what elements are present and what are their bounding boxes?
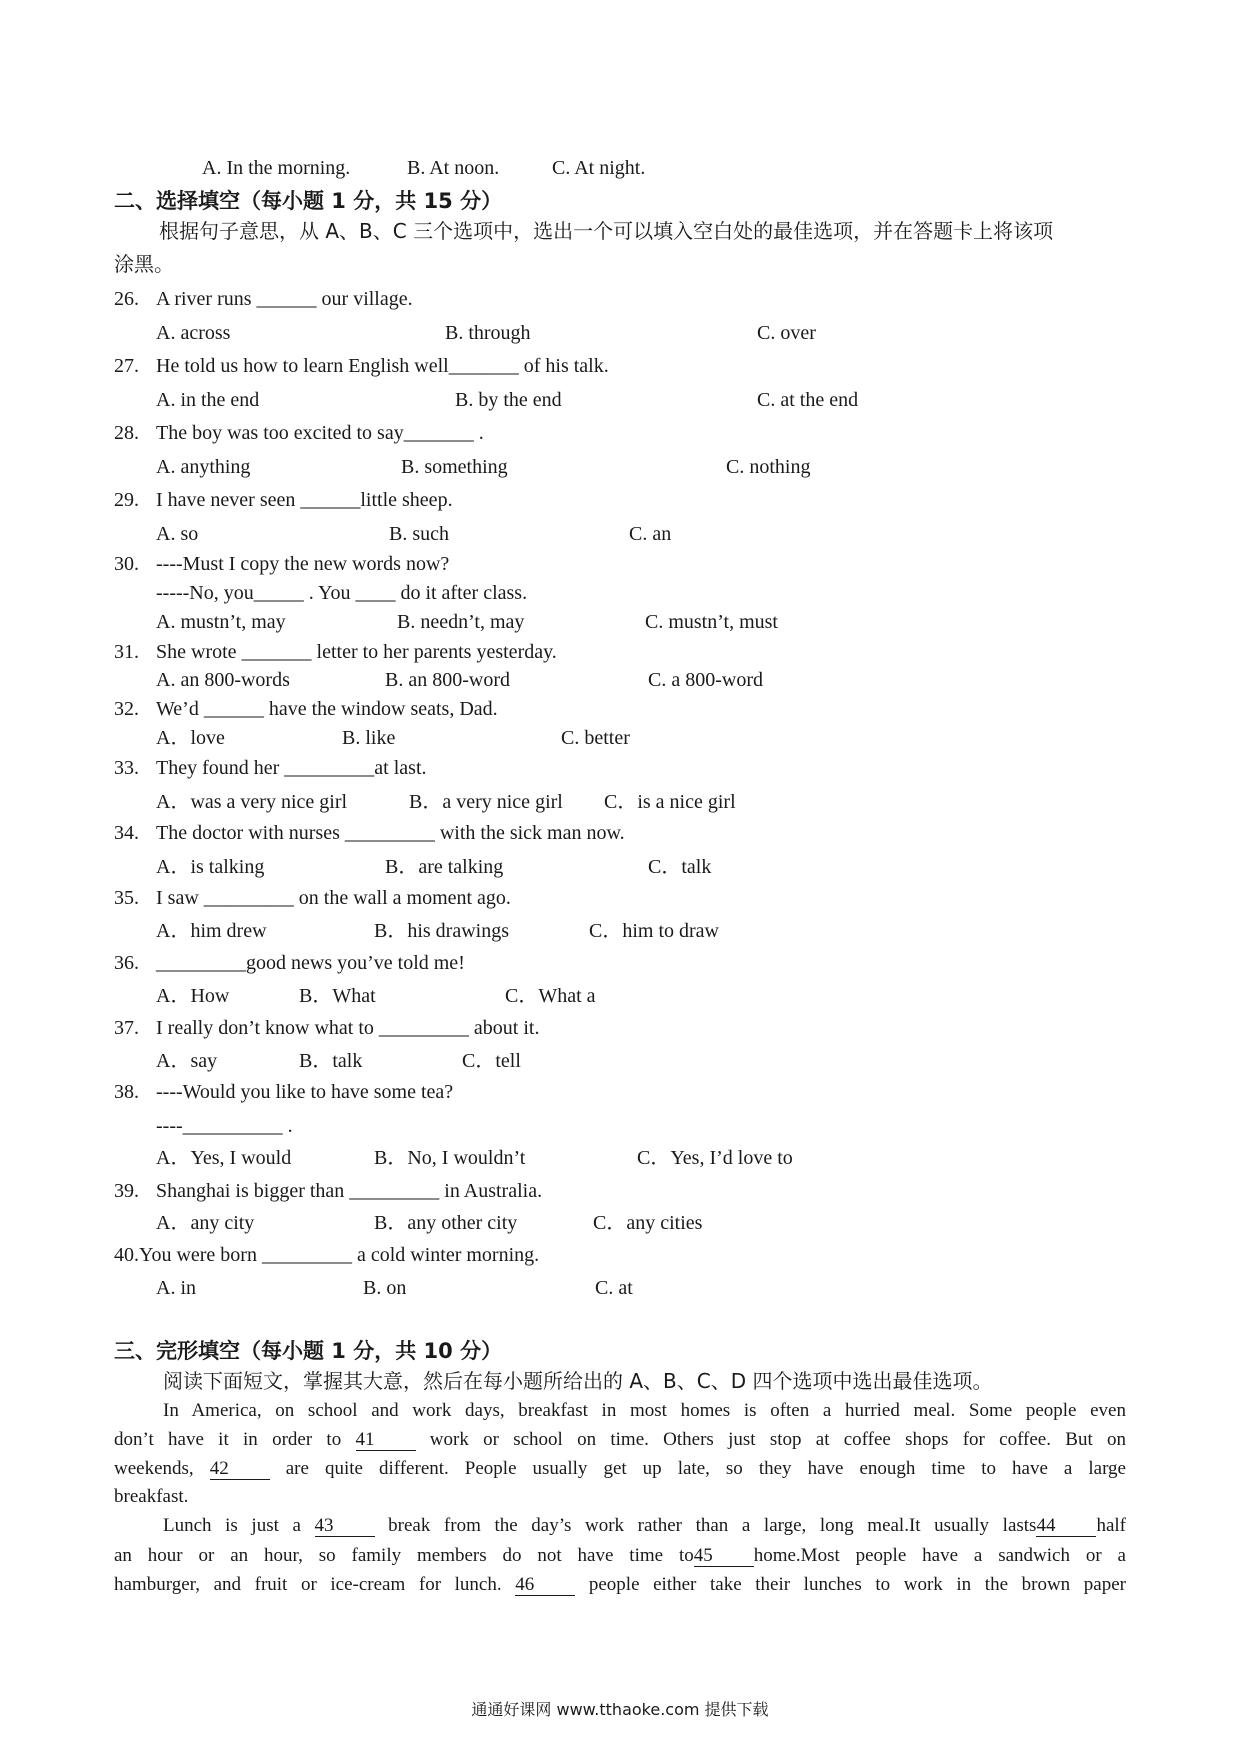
question-stem-reply: -----No, you_____ . You ____ do it after class. [156, 582, 528, 604]
question-stem: _________good news you’ve told me! [156, 952, 465, 974]
option-c: C．talk [648, 856, 712, 878]
question-stem: ----Would you like to have some tea? [156, 1081, 454, 1103]
question-number: 33. [114, 757, 139, 779]
option-b: B．any other city [374, 1212, 518, 1234]
passage-line [163, 1398, 1126, 1424]
passage-line [114, 1572, 1126, 1598]
passage-text: an hour or an hour, so family members do not have time to [114, 1545, 694, 1566]
question-stem: We’d ______ have the window seats, Dad. [156, 698, 498, 720]
question-stem: They found her _________at last. [156, 757, 427, 779]
section-2-instructions-line-2: 涂黑。 [114, 252, 174, 276]
question-40 [114, 1242, 539, 1268]
passage-text: break from the day’s work rather than a large, long meal.It usually lasts [374, 1515, 1037, 1536]
option-a: A．is talking [156, 856, 265, 878]
question-number: 38. [114, 1081, 139, 1103]
option-b: B．are talking [385, 856, 504, 878]
question-stem: A river runs ______ our village. [156, 288, 413, 310]
page-footer: 通通好课网 www.tthaoke.com 提供下载 [471, 1700, 769, 1719]
question-stem: I really don’t know what to _________ about it. [156, 1017, 540, 1039]
passage-text: In America, on school and work days, breakfast in most homes is often a hurried meal. Some people even [163, 1400, 1126, 1421]
question-number: 32. [114, 698, 139, 720]
passage-text: home.Most people have a sandwich or a [753, 1545, 1126, 1566]
option-c: C. at the end [757, 389, 859, 411]
section-3-heading: 三、完形填空（每小题 1 分，共 10 分） [114, 1339, 503, 1363]
passage-text: work or school on time. Others just stop at coffee shops for coffee. But on [415, 1429, 1126, 1450]
option-b: B. by the end [455, 389, 562, 411]
option-a: A. an 800-words [156, 669, 290, 691]
cloze-blank-43: 43 [315, 1516, 375, 1537]
question-number: 29. [114, 489, 139, 511]
cloze-blank-46: 46 [515, 1575, 575, 1596]
option-a: A．Yes, I would [156, 1147, 292, 1169]
option-a: A．say [156, 1050, 218, 1072]
passage-text: are quite different. People usually get up late, so they have enough time to have a large [269, 1458, 1126, 1479]
question-stem-reply: ----__________ . [156, 1115, 293, 1137]
prev-option-c: C. At night. [552, 157, 646, 179]
option-a: A．How [156, 985, 230, 1007]
option-b: B. something [401, 456, 508, 478]
option-a: A. across [156, 322, 231, 344]
cloze-blank-45: 45 [694, 1546, 754, 1567]
question-number: 39. [114, 1180, 139, 1202]
option-c: C．any cities [593, 1212, 703, 1234]
passage-text: weekends, [114, 1458, 210, 1479]
option-b: B. needn’t, may [397, 611, 525, 633]
passage-text: people either take their lunches to work in the brown paper [575, 1574, 1126, 1595]
question-number: 27. [114, 355, 139, 377]
passage-line [114, 1456, 1126, 1482]
question-stem: You were born _________ a cold winter morning. [139, 1244, 540, 1266]
option-c: C. over [757, 322, 816, 344]
prev-option-b: B. At noon. [407, 157, 500, 179]
option-c: C．Yes, I’d love to [637, 1147, 793, 1169]
question-stem: I have never seen ______little sheep. [156, 489, 453, 511]
question-number: 40. [114, 1244, 139, 1266]
question-number: 35. [114, 887, 139, 909]
option-c: C. mustn’t, must [645, 611, 778, 633]
question-number: 30. [114, 553, 139, 575]
option-b: B．a very nice girl [409, 791, 563, 813]
question-number: 26. [114, 288, 139, 310]
option-a: A．him drew [156, 920, 267, 942]
option-c: C. an [629, 523, 672, 545]
question-stem: The doctor with nurses _________ with the sick man now. [156, 822, 625, 844]
cloze-blank-44: 44 [1036, 1516, 1096, 1537]
passage-line [163, 1513, 1126, 1539]
option-b: B. an 800-word [385, 669, 510, 691]
option-b: B. through [445, 322, 531, 344]
option-b: B．What [299, 985, 376, 1007]
option-a: A. in [156, 1277, 196, 1299]
option-a: A．love [156, 727, 225, 749]
option-a: A. in the end [156, 389, 260, 411]
section-2-instructions-line-1: 根据句子意思，从 A、B、C 三个选项中，选出一个可以填入空白处的最佳选项，并在答题卡上将该项 [159, 219, 1054, 243]
question-number: 28. [114, 422, 139, 444]
question-number: 34. [114, 822, 139, 844]
option-c: C. better [561, 727, 630, 749]
question-stem: I saw _________ on the wall a moment ago. [156, 887, 511, 909]
question-stem: The boy was too excited to say_______ . [156, 422, 484, 444]
option-c: C. nothing [726, 456, 811, 478]
passage-text: Lunch is just a [163, 1515, 315, 1536]
question-number: 36. [114, 952, 139, 974]
option-b: B. such [389, 523, 449, 545]
passage-text: hamburger, and fruit or ice-cream for lunch. [114, 1574, 516, 1595]
option-a: A. anything [156, 456, 251, 478]
cloze-blank-41: 41 [356, 1430, 416, 1451]
option-b: B. like [342, 727, 396, 749]
section-2-heading: 二、选择填空（每小题 1 分，共 15 分） [114, 189, 503, 213]
option-b: B．his drawings [374, 920, 509, 942]
question-stem: She wrote _______ letter to her parents yesterday. [156, 641, 557, 663]
passage-line [114, 1427, 1126, 1453]
question-stem: ----Must I copy the new words now? [156, 553, 450, 575]
cloze-blank-42: 42 [210, 1459, 270, 1480]
option-c: C．What a [505, 985, 596, 1007]
option-c: C．tell [462, 1050, 521, 1072]
passage-line [114, 1484, 1126, 1510]
option-a: A. so [156, 523, 199, 545]
question-number: 37. [114, 1017, 139, 1039]
option-c: C．him to draw [589, 920, 719, 942]
option-c: C. at [595, 1277, 633, 1299]
option-b: B. on [363, 1277, 407, 1299]
question-stem: He told us how to learn English well_______ of his talk. [156, 355, 609, 377]
option-a: A. mustn’t, may [156, 611, 286, 633]
option-c: C．is a nice girl [604, 791, 736, 813]
section-3-instructions: 阅读下面短文，掌握其大意，然后在每小题所给出的 A、B、C、D 四个选项中选出最佳选项。 [163, 1369, 993, 1393]
prev-option-a: A. In the morning. [202, 157, 351, 179]
question-stem: Shanghai is bigger than _________ in Australia. [156, 1180, 543, 1202]
passage-line [114, 1543, 1126, 1569]
option-a: A．was a very nice girl [156, 791, 348, 813]
passage-text: don’t have it in order to [114, 1429, 356, 1450]
option-b: B．talk [299, 1050, 363, 1072]
passage-text: breakfast. [114, 1486, 189, 1507]
question-number: 31. [114, 641, 139, 663]
option-b: B．No, I wouldn’t [374, 1147, 526, 1169]
passage-text: half [1096, 1515, 1126, 1536]
option-c: C. a 800-word [648, 669, 763, 691]
option-a: A．any city [156, 1212, 255, 1234]
